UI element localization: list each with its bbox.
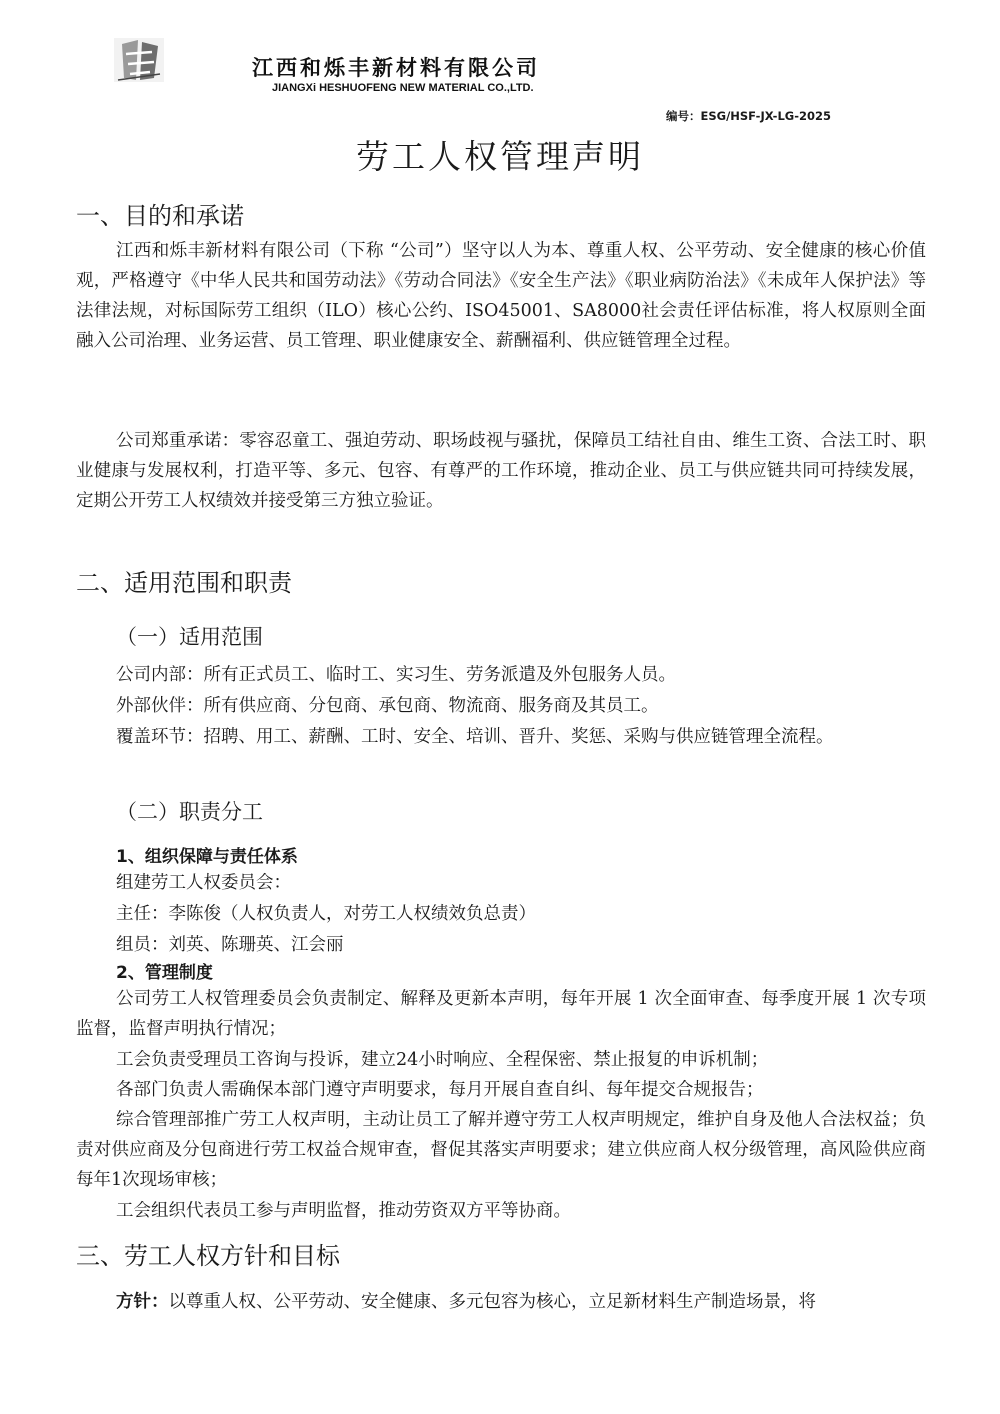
section-1-paragraph-2: 公司郑重承诺：零容忍童工、强迫劳动、职场歧视与骚扰，保障员工结社自由、维生工资、合法工时、职业健康与发展权利，打造平等、多元、包容、有尊严的工作环境，推动企业、员工与供应链共同可持续发展，定期公开劳工人权绩效并接受第三方独立验证。 <box>76 431 926 511</box>
committee-director-line: 主任：李陈俊（人权负责人，对劳工人权绩效负总责） <box>116 904 536 924</box>
policy-text: 以尊重人权、公平劳动、安全健康、多元包容为核心，立足新材料生产制造场景，将 <box>168 1292 816 1312</box>
duties-subheading: （二）职责分工 <box>116 800 263 824</box>
company-name-cn: 江西和烁丰新材料有限公司 <box>252 56 540 80</box>
document-number: 编号：ESG/HSF-JX-LG-2025 <box>666 109 831 123</box>
scope-subheading: （一）适用范围 <box>116 625 263 649</box>
section-2-heading: 二、适用范围和职责 <box>76 569 292 597</box>
policy-label: 方针： <box>116 1292 169 1312</box>
management-system-heading: 2、管理制度 <box>116 963 213 983</box>
company-name-en: JIANGXi HESHUOFENG NEW MATERIAL CO.,LTD. <box>272 82 534 94</box>
scope-internal-line: 公司内部：所有正式员工、临时工、实习生、劳务派遣及外包服务人员。 <box>116 665 676 685</box>
committee-line: 组建劳工人权委员会： <box>116 873 291 893</box>
policy-line <box>116 1287 816 1317</box>
committee-members-line: 组员：刘英、陈珊英、江会丽 <box>116 935 344 955</box>
scope-external-line: 外部伙伴：所有供应商、分包商、承包商、物流商、服务商及其员工。 <box>116 696 659 716</box>
management-line-2: 工会负责受理员工咨询与投诉，建立24小时响应、全程保密、禁止报复的申诉机制； <box>116 1050 769 1070</box>
org-guarantee-heading: 1、组织保障与责任体系 <box>116 847 298 867</box>
scope-coverage-line: 覆盖环节：招聘、用工、薪酬、工时、安全、培训、晋升、奖惩、采购与供应链管理全流程。 <box>116 727 834 747</box>
company-logo-icon <box>112 34 166 84</box>
management-paragraph-4: 综合管理部推广劳工人权声明，主动让员工了解并遵守劳工人权声明规定，维护自身及他人合法权益；负责对供应商及分包商进行劳工权益合规审查，督促其落实声明要求；建立供应商人权分级管理，高风险供应商每年1次现场审核； <box>76 1110 926 1190</box>
section-3-heading: 三、劳工人权方针和目标 <box>76 1242 340 1270</box>
management-line-3: 各部门负责人需确保本部门遵守声明要求，每月开展自查自纠、每年提交合规报告； <box>116 1080 764 1100</box>
management-paragraph-1: 公司劳工人权管理委员会负责制定、解释及更新本声明，每年开展 1 次全面审查、每季度开展 1 次专项监督，监督声明执行情况； <box>76 989 926 1039</box>
management-line-5: 工会组织代表员工参与声明监督，推动劳资双方平等协商。 <box>116 1201 571 1221</box>
section-1-heading: 一、目的和承诺 <box>76 202 244 230</box>
document-title: 劳工人权管理声明 <box>356 137 644 176</box>
section-1-paragraph-1: 江西和烁丰新材料有限公司（下称 “公司”）坚守以人为本、尊重人权、公平劳动、安全健康的核心价值观，严格遵守《中华人民共和国劳动法》《劳动合同法》《安全生产法》《职业病防治法》《未成年人保护法》等法律法规，对标国际劳工组织（ILO）核心公约、ISO45001、SA8000社会责任评估标准，将人权原则全面融入公司治理、业务运营、员工管理、职业健康安全、薪酬福利、供应链管理全过程。 <box>76 241 926 351</box>
